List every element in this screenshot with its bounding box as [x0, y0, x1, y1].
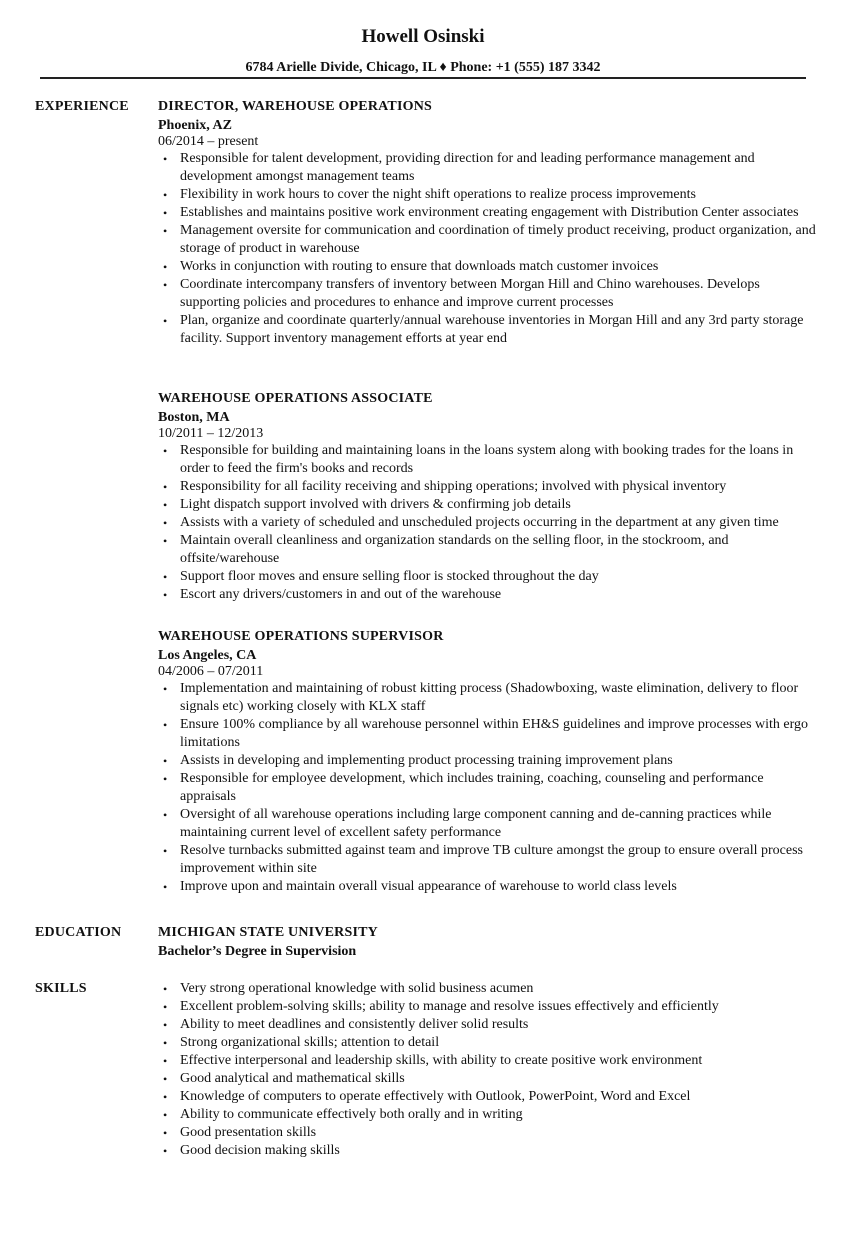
bullet-icon: •: [163, 188, 168, 202]
job-bullets: [158, 680, 818, 896]
bullet-icon: •: [163, 1090, 168, 1104]
list-item: [158, 806, 820, 842]
list-item: [158, 1106, 820, 1124]
job-dates: 10/2011 – 12/2013: [158, 426, 264, 441]
bullet-icon: •: [163, 1018, 168, 1032]
job-title: DIRECTOR, WAREHOUSE OPERATIONS: [158, 99, 433, 114]
list-item-text: Implementation and maintaining of robust kitting process (Shadowboxing, waste elimination, delivery to floor signals etc) working closely with KLX staff: [180, 681, 799, 714]
bullet-icon: •: [163, 152, 168, 166]
list-item-text: Light dispatch support involved with drivers & confirming job details: [180, 497, 571, 512]
list-item: [158, 842, 820, 878]
job-location: Los Angeles, CA: [158, 648, 257, 663]
list-item: [158, 752, 820, 770]
bullet-icon: •: [163, 1072, 168, 1086]
bullet-icon: •: [163, 1126, 168, 1140]
education-school: MICHIGAN STATE UNIVERSITY: [158, 925, 378, 940]
list-item-text: Oversight of all warehouse operations including large component canning and de-canning practices while maintaining current level of excellent safety performance: [180, 807, 772, 840]
bullet-icon: •: [163, 844, 168, 858]
list-item-text: Flexibility in work hours to cover the night shift operations to realize process improvements: [180, 187, 696, 202]
education-entry: [158, 924, 818, 960]
list-item-text: Responsible for employee development, which includes training, coaching, counseling and performance appraisals: [180, 771, 764, 804]
list-item-text: Works in conjunction with routing to ensure that downloads match customer invoices: [180, 259, 659, 274]
job-bullets: [158, 150, 818, 348]
bullet-icon: •: [163, 570, 168, 584]
list-item-text: Very strong operational knowledge with solid business acumen: [180, 981, 534, 996]
list-item: [158, 1088, 820, 1106]
list-item: [158, 586, 820, 604]
bullet-icon: •: [163, 808, 168, 822]
job-entry: [158, 98, 818, 348]
list-item: [158, 998, 820, 1016]
list-item: [158, 1016, 820, 1034]
list-item-text: Good analytical and mathematical skills: [180, 1071, 405, 1086]
job-entry: [158, 390, 818, 604]
list-item-text: Improve upon and maintain overall visual appearance of warehouse to world class levels: [180, 879, 677, 894]
bullet-icon: •: [163, 498, 168, 512]
bullet-icon: •: [163, 534, 168, 548]
job-bullets: [158, 442, 818, 604]
job-dates: 06/2014 – present: [158, 134, 259, 149]
list-item-text: Assists in developing and implementing product processing training improvement plans: [180, 753, 673, 768]
bullet-icon: •: [163, 1108, 168, 1122]
list-item: [158, 478, 820, 496]
list-item-text: Strong organizational skills; attention to detail: [180, 1035, 440, 1050]
contact-line: 6784 Arielle Divide, Chicago, IL ♦ Phone: +1 (555) 187 3342: [245, 60, 601, 75]
list-item: [158, 442, 820, 478]
list-item: [158, 204, 820, 222]
job-dates: 04/2006 – 07/2011: [158, 664, 264, 679]
job-location: Boston, MA: [158, 410, 230, 425]
list-item: [158, 1124, 820, 1142]
job-entry: [158, 628, 818, 896]
list-item: [158, 878, 820, 896]
list-item-text: Responsible for talent development, providing direction for and leading performance management and development amongst management teams: [180, 151, 755, 184]
list-item: [158, 276, 820, 312]
list-item: [158, 680, 820, 716]
list-item: [158, 222, 820, 258]
list-item-text: Responsible for building and maintaining loans in the loans system along with booking trades for the loans in order to feed the firm's books and records: [180, 443, 794, 476]
bullet-icon: •: [163, 480, 168, 494]
bullet-icon: •: [163, 1144, 168, 1158]
bullet-icon: •: [163, 772, 168, 786]
list-item-text: Coordinate intercompany transfers of inventory between Morgan Hill and Chino warehouses. Develops supporting policies and procedures to enhance and improve current processes: [180, 277, 760, 310]
bullet-icon: •: [163, 1000, 168, 1014]
bullet-icon: •: [163, 754, 168, 768]
list-item: [158, 514, 820, 532]
bullet-icon: •: [163, 314, 168, 328]
bullet-icon: •: [163, 516, 168, 530]
bullet-icon: •: [163, 982, 168, 996]
list-item: [158, 150, 820, 186]
bullet-icon: •: [163, 588, 168, 602]
list-item: [158, 1052, 820, 1070]
list-item: [158, 716, 820, 752]
list-item: [158, 1070, 820, 1088]
bullet-icon: •: [163, 682, 168, 696]
job-title: WAREHOUSE OPERATIONS SUPERVISOR: [158, 629, 444, 644]
bullet-icon: •: [163, 278, 168, 292]
list-item-text: Assists with a variety of scheduled and unscheduled projects occurring in the department at any given time: [180, 515, 779, 530]
list-item-text: Good decision making skills: [180, 1143, 340, 1158]
list-item-text: Plan, organize and coordinate quarterly/annual warehouse inventories in Morgan Hill and any 3rd party storage facility. Support inventory management efforts at year end: [180, 313, 804, 346]
list-item: [158, 312, 820, 348]
bullet-icon: •: [163, 260, 168, 274]
skills-list: [158, 980, 818, 1160]
list-item: [158, 568, 820, 586]
education-heading: EDUCATION: [35, 925, 122, 940]
list-item: [158, 1034, 820, 1052]
bullet-icon: •: [163, 224, 168, 238]
list-item-text: Establishes and maintains positive work environment creating engagement with Distribution Center associates: [180, 205, 799, 220]
list-item-text: Management oversite for communication and coordination of timely product receiving, product organization, and storage of product in warehouse: [180, 223, 816, 256]
education-degree: Bachelor’s Degree in Supervision: [158, 944, 357, 959]
job-location: Phoenix, AZ: [158, 118, 232, 133]
list-item: [158, 532, 820, 568]
skills-entry: [158, 980, 818, 1160]
list-item-text: Resolve turnbacks submitted against team and improve TB culture amongst the group to ensure overall process improvement within site: [180, 843, 803, 876]
list-item-text: Responsibility for all facility receiving and shipping operations; involved with physical inventory: [180, 479, 727, 494]
list-item-text: Excellent problem-solving skills; ability to manage and resolve issues effectively and efficiently: [180, 999, 719, 1014]
list-item-text: Good presentation skills: [180, 1125, 317, 1140]
experience-heading: EXPERIENCE: [35, 99, 129, 114]
candidate-name: Howell Osinski: [361, 26, 485, 47]
bullet-icon: •: [163, 880, 168, 894]
bullet-icon: •: [163, 206, 168, 220]
bullet-icon: •: [163, 1054, 168, 1068]
job-title: WAREHOUSE OPERATIONS ASSOCIATE: [158, 391, 433, 406]
list-item-text: Ability to meet deadlines and consistently deliver solid results: [180, 1017, 529, 1032]
bullet-icon: •: [163, 1036, 168, 1050]
header-divider: [40, 77, 806, 79]
list-item-text: Effective interpersonal and leadership skills, with ability to create positive work environment: [180, 1053, 703, 1068]
bullet-icon: •: [163, 718, 168, 732]
list-item-text: Knowledge of computers to operate effectively with Outlook, PowerPoint, Word and Excel: [180, 1089, 691, 1104]
list-item: [158, 186, 820, 204]
list-item-text: Maintain overall cleanliness and organization standards on the selling floor, in the stockroom, and offsite/warehouse: [180, 533, 729, 566]
list-item: [158, 496, 820, 514]
list-item-text: Support floor moves and ensure selling floor is stocked throughout the day: [180, 569, 599, 584]
bullet-icon: •: [163, 444, 168, 458]
skills-heading: SKILLS: [35, 981, 87, 996]
list-item: [158, 980, 820, 998]
list-item-text: Ability to communicate effectively both orally and in writing: [180, 1107, 523, 1122]
list-item-text: Ensure 100% compliance by all warehouse personnel within EH&S guidelines and improve processes with ergo limitations: [180, 717, 809, 750]
list-item-text: Escort any drivers/customers in and out of the warehouse: [180, 587, 502, 602]
list-item: [158, 770, 820, 806]
list-item: [158, 1142, 820, 1160]
list-item: [158, 258, 820, 276]
